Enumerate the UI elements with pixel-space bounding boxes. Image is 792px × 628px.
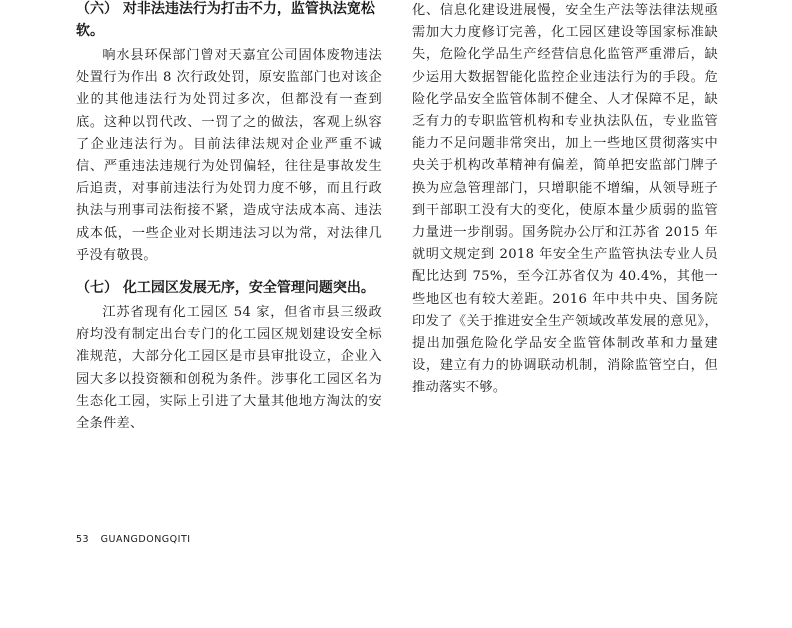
right-column [412, 0, 718, 400]
left-column [76, 0, 382, 435]
section-7-heading: （七） 化工园区发展无序，安全管理问题突出。 [76, 280, 375, 297]
section-6-paragraph: 响水县环保部门曾对天嘉宜公司固体废物违法处置行为作出 8 次行政处罚，原安监部门也对该企业的其他违法行为处罚过多次，但都没有一查到底。这种以罚代改、一罚了之的做法，客观上纵容了企业违法行为。目前法律法规对企业严重不诚信、严重违法违规行为处罚偏轻，往往是事故发生后追责，对事前违法行为处罚力度不够，而且行政执法与刑事司法衔接不紧，造成守法成本高、违法成本低，一些企业对长期违法习以为常，对法律几乎没有敬畏。 [76, 48, 382, 263]
publication-name: GUANGDONGQITI [100, 534, 191, 545]
section-7-paragraph: 江苏省现有化工园区 54 家，但省市县三级政府均没有制定出台专门的化工园区规划建设安全标准规范，大部分化工园区是市县审批设立，企业入园大多以投资额和创税为条件。涉事化工园区名为生态化工园，实际上引进了大量其他地方淘汰的安全条件差、 [76, 305, 382, 432]
section-6-heading: （六） 对非法违法行为打击不力，监管执法宽松软。 [76, 1, 375, 39]
page-number: 53 [76, 534, 90, 545]
continuation-paragraph: 化、信息化建设进展慢，安全生产法等法律法规亟需加大力度修订完善，化工园区建设等国家标准缺失，危险化学品生产经营信息化监管严重滞后，缺少运用大数据智能化监控企业违法行为的手段。危险化学品安全监管体制不健全、人才保障不足，缺乏有力的专职监管机构和专业执法队伍，专业监管能力不足问题非常突出，加上一些地区贯彻落实中央关于机构改革精神有偏差，简单把安监部门牌子换为应急管理部门，只增职能不增编，从领导班子到干部职工没有大的变化，使原本量少质弱的监管力量进一步削弱。国务院办公厅和江苏省 2015 年就明文规定到 2018 年安全生产监管执法专业人员配比达到 75%，至今江苏省仅为 40.4%，其他一些地区也有较大差距。2016 年中共中央、国务院印发了《关于推进安全生产领域改革发展的意见》，提出加强危险化学品安全监管体制改革和力量建设，建立有力的协调联动机制，消除监管空白，但推动落实不够。 [412, 3, 718, 396]
page-footer [76, 534, 199, 545]
